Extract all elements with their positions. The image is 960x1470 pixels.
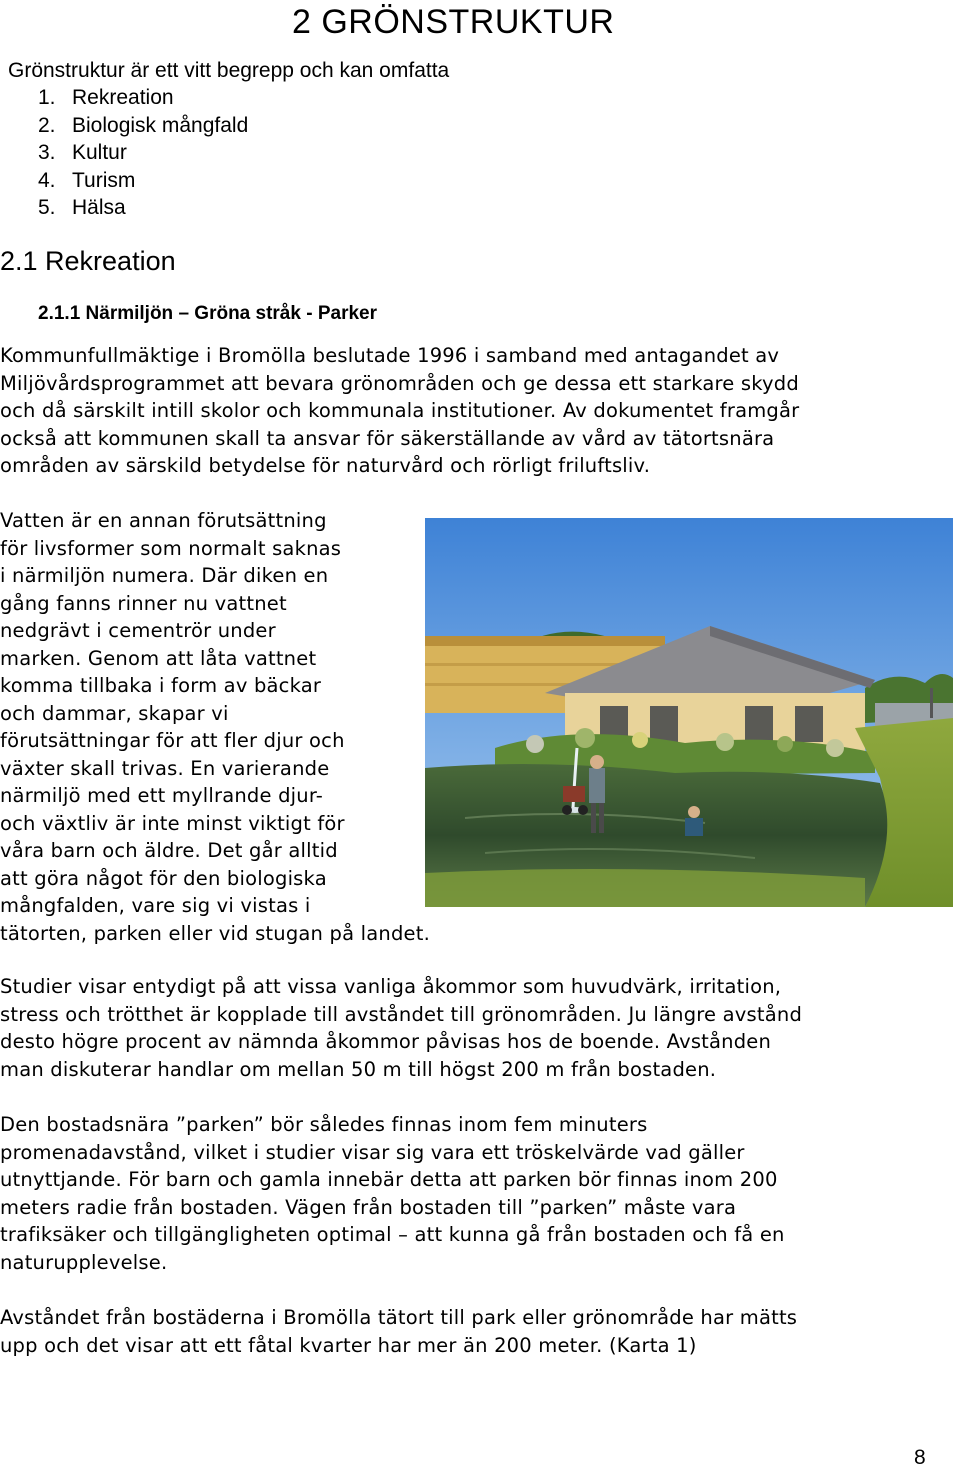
topic-item (38, 139, 248, 167)
text-line: att göra något för den biologiska (0, 866, 327, 890)
text-line: Den bostadsnära ”parken” bör således finnas inom fem minuters (0, 1113, 648, 1136)
text-line: i närmiljön numera. Där diken en (0, 564, 329, 587)
topic-label: Biologisk mångfald (72, 113, 249, 137)
paragraph-water (0, 507, 430, 947)
text-line: man diskuterar handlar om mellan 50 m till högst 200 m från bostaden. (0, 1057, 717, 1081)
text-line: trafiksäker och tillgängligheten optimal – att kunna gå från bostaden och få en (0, 1223, 785, 1246)
park-pond-photo (425, 518, 953, 907)
text-line: mångfalden, vare sig vi vistas i (0, 894, 311, 917)
paragraph-distance (0, 1111, 785, 1276)
text-line: gång fanns rinner nu vattnet (0, 591, 287, 615)
text-line: och dammar, skapar vi (0, 701, 229, 725)
paragraph-municipal-decision (0, 342, 799, 480)
text-line: växter skall trivas. En varierande (0, 756, 330, 780)
text-line: komma tillbaka i form av bäckar (0, 674, 322, 697)
topic-number: 4. (38, 168, 56, 192)
text-line: naturupplevelse. (0, 1250, 168, 1274)
topic-label: Kultur (72, 141, 127, 164)
chapter-title: 2 GRÖNSTRUKTUR (292, 3, 615, 41)
topic-item (38, 112, 248, 140)
paragraph-map (0, 1304, 797, 1359)
text-line: Avståndet från bostäderna i Bromölla tätort till park eller grönområde har mätts (0, 1306, 798, 1329)
topic-number: 5. (38, 196, 56, 219)
topic-number: 2. (38, 113, 56, 137)
text-line: upp och det visar att ett fåtal kvarter har mer än 200 meter. (Karta 1) (0, 1333, 697, 1357)
text-line: Studier visar entydigt på att vissa vanliga åkommor som huvudvärk, irritation, (0, 975, 782, 998)
text-line: Kommunfullmäktige i Bromölla beslutade 1996 i samband med antagandet av (0, 344, 780, 367)
topic-number: 3. (38, 141, 56, 164)
topic-list (38, 84, 248, 222)
section-heading: 2.1 Rekreation (0, 246, 176, 276)
topic-item (38, 84, 248, 112)
page-number: 8 (914, 1446, 926, 1469)
text-line: Miljövårdsprogrammet att bevara grönområden och ge dessa ett starkare skydd (0, 371, 799, 395)
intro-text: Grönstruktur är ett vitt begrepp och kan omfatta (8, 59, 450, 82)
text-line: desto högre procent av nämnda åkommor påvisas hos de boende. Avstånden (0, 1030, 772, 1053)
text-line: Vatten är en annan förutsättning (0, 509, 327, 532)
topic-label: Hälsa (72, 196, 126, 219)
topic-item (38, 167, 248, 195)
text-line: stress och trötthet är kopplade till avståndet till grönområden. Ju längre avstånd (0, 1002, 803, 1026)
text-line: promenadavstånd, vilket i studier visar sig vara ett tröskelvärde vad gäller (0, 1140, 745, 1164)
subsection-heading: 2.1.1 Närmiljön – Gröna stråk - Parker (38, 303, 377, 324)
text-line: våra barn och äldre. Det går alltid (0, 839, 338, 862)
paragraph-health (0, 973, 802, 1083)
text-line: marken. Genom att låta vattnet (0, 646, 317, 670)
text-line: förutsättningar för att fler djur och (0, 729, 345, 752)
topic-item (38, 194, 248, 222)
topic-label: Rekreation (72, 86, 174, 109)
text-line: tätorten, parken eller vid stugan på landet. (0, 921, 430, 945)
text-line: och då särskilt intill skolor och kommunala institutioner. Av dokumentet framgår (0, 399, 800, 422)
text-line: utnyttjande. För barn och gamla innebär detta att parken bör finnas inom 200 (0, 1168, 778, 1191)
text-line: och växtliv är inte minst viktigt för (0, 811, 345, 835)
topic-label: Turism (72, 168, 136, 192)
text-line: nedgrävt i cementrör under (0, 619, 276, 642)
text-line: för livsformer som normalt saknas (0, 536, 342, 560)
topic-number: 1. (38, 86, 56, 109)
text-line: områden av särskild betydelse för naturvård och rörligt friluftsliv. (0, 454, 651, 477)
text-line: meters radie från bostaden. Vägen från bostaden till ”parken” måste vara (0, 1195, 737, 1219)
text-line: närmiljö med ett myllrande djur- (0, 784, 324, 807)
text-line: också att kommunen skall ta ansvar för säkerställande av vård av tätortsnära (0, 426, 775, 450)
